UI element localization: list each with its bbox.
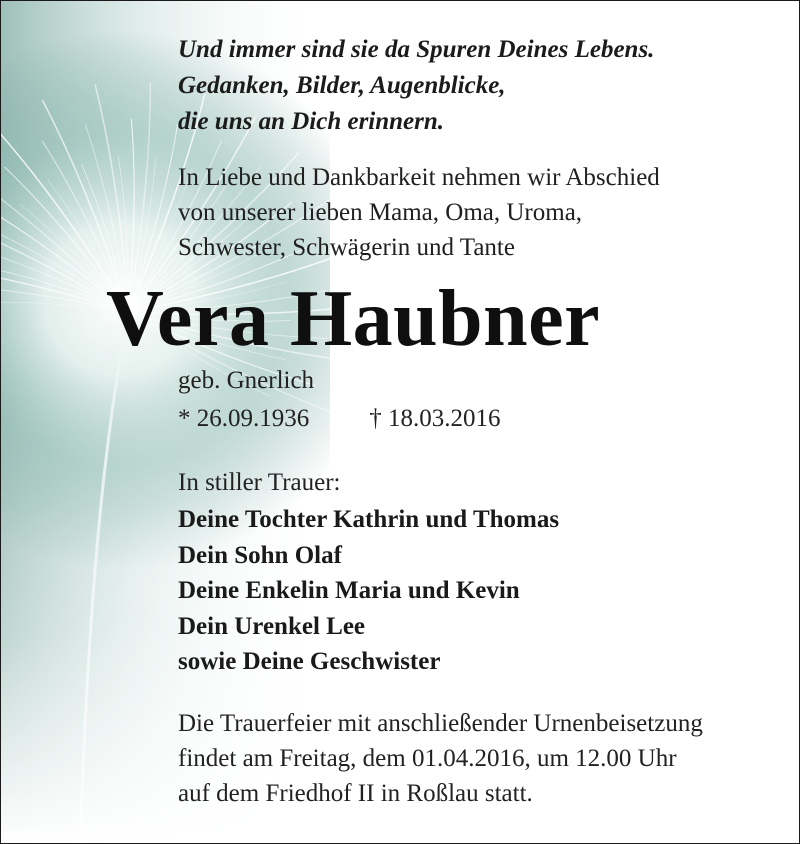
intro-line: In Liebe und Dankbarkeit nehmen wir Abschied: [178, 164, 660, 191]
deceased-name: Vera Haubner: [106, 275, 601, 363]
motto-line: Gedanken, Bilder, Augenblicke,: [178, 72, 506, 99]
motto-line: die uns an Dich erinnern.: [178, 108, 445, 135]
service-line: Die Trauerfeier mit anschließender Urnenbeisetzung: [178, 710, 703, 737]
mourner-entry: Dein Urenkel Lee: [178, 612, 366, 640]
life-dates: [178, 402, 501, 436]
mourner-entry: Deine Enkelin Maria und Kevin: [178, 577, 520, 604]
motto-verse: [178, 32, 654, 140]
mourning-label: In stiller Trauer:: [178, 469, 341, 496]
intro-line: von unserer lieben Mama, Oma, Uroma,: [178, 199, 583, 226]
mourner-entry: Deine Tochter Kathrin und Thomas: [178, 506, 560, 533]
mourner-entry: Dein Sohn Olaf: [178, 541, 342, 569]
service-line: findet am Freitag, dem 01.04.2016, um 12.00 Uhr: [178, 745, 677, 772]
birth-date: * 26.09.1936: [178, 405, 310, 432]
mourner-entry: sowie Deine Geschwister: [178, 648, 441, 675]
farewell-intro: [178, 160, 660, 265]
birth-name: geb. Gnerlich: [178, 367, 315, 394]
death-date: † 18.03.2016: [369, 405, 501, 432]
motto-line: Und immer sind sie da Spuren Deines Lebens.: [178, 36, 655, 63]
mourners-list: [178, 502, 559, 680]
intro-line: Schwester, Schwägerin und Tante: [178, 234, 515, 261]
funeral-service-info: [178, 706, 703, 811]
service-line: auf dem Friedhof II in Roßlau statt.: [178, 780, 533, 807]
